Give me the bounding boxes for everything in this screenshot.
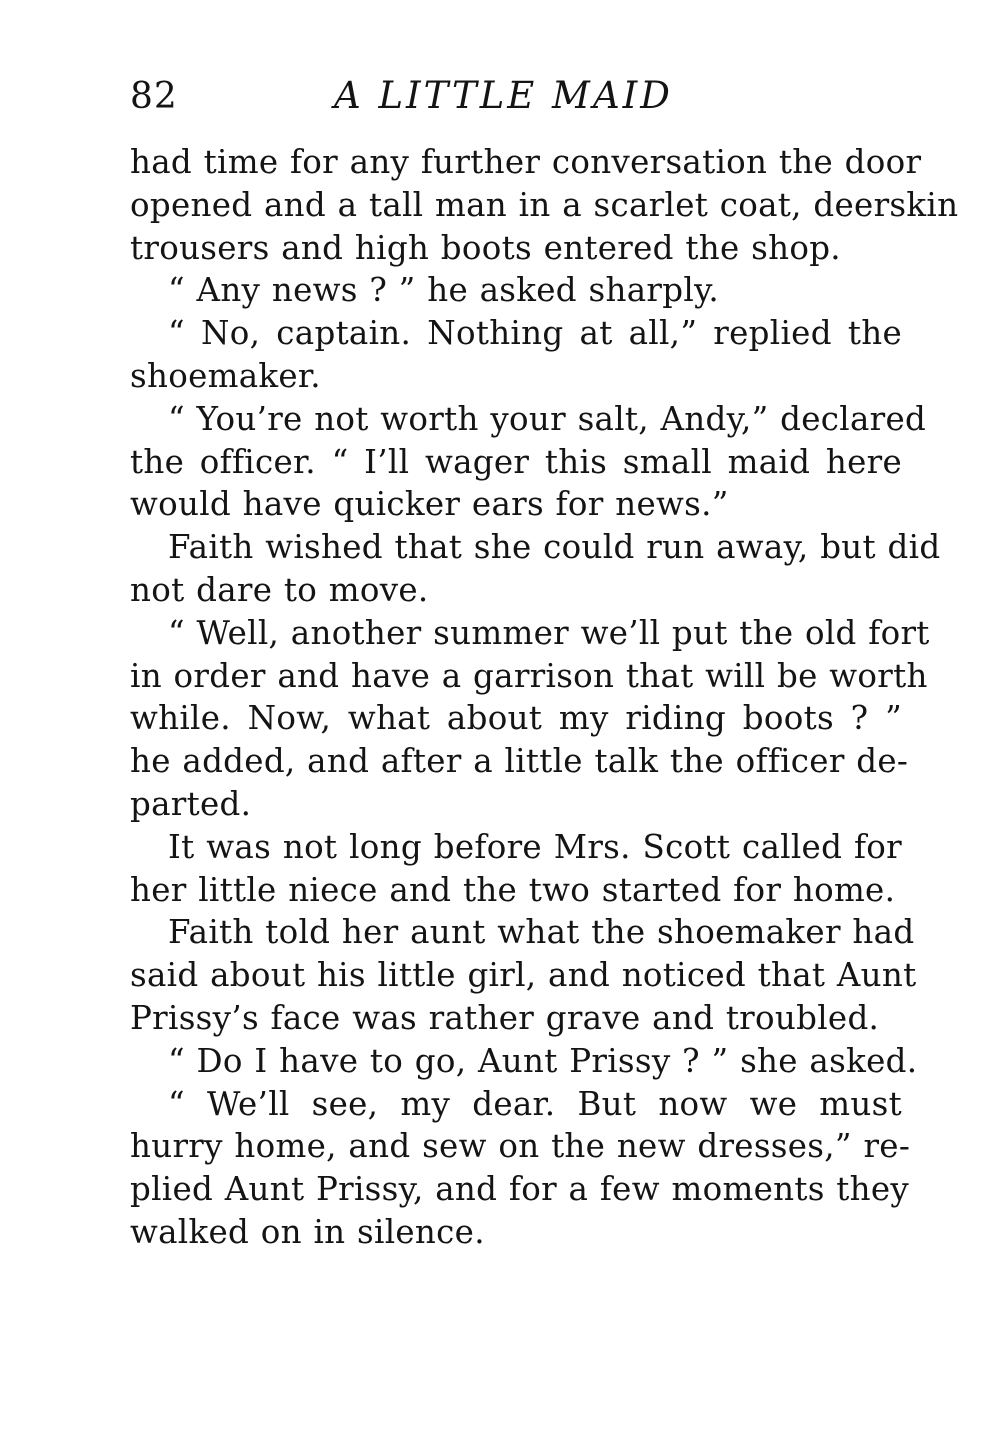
text-line: plied Aunt Prissy, and for a few moments they [130, 1170, 910, 1209]
text-line: her little niece and the two started for home. [130, 870, 896, 909]
text-line: would have quicker ears for news.” [130, 485, 729, 524]
paragraph [130, 398, 927, 526]
text-line: trousers and high boots entered the shop. [130, 228, 841, 267]
body-text [130, 141, 959, 1254]
paragraph [130, 1040, 918, 1083]
text-line: parted. [130, 784, 252, 823]
paragraph [130, 911, 917, 1039]
paragraph [130, 826, 902, 912]
text-line: “ Do I have to go, Aunt Prissy ? ” she asked. [168, 1041, 918, 1080]
text-line: he added, and after a little talk the officer de- [130, 742, 909, 781]
book-page [130, 70, 959, 1254]
text-line: in order and have a garrison that will be worth [130, 656, 928, 695]
text-line: not dare to move. [130, 570, 429, 609]
paragraph [130, 312, 902, 398]
text-line: “ Any news ? ” he asked sharply. [168, 271, 720, 310]
text-line: the officer. “ I’ll wager this small maid here [130, 442, 902, 481]
text-line: “ Well, another summer we’ll put the old fort [168, 613, 930, 652]
paragraph [130, 612, 930, 826]
text-line: shoemaker. [130, 356, 321, 395]
text-line: “ We’ll see, my dear. But now we must [168, 1084, 902, 1123]
text-line: hurry home, and sew on the new dresses,” re- [130, 1127, 911, 1166]
paragraph [130, 1083, 911, 1254]
paragraph [130, 526, 941, 612]
page-number: 82 [130, 76, 178, 117]
text-line: Faith told her aunt what the shoemaker had [168, 913, 915, 952]
text-line: said about his little girl, and noticed that Aunt [130, 956, 917, 995]
text-line: Prissy’s face was rather grave and troubled. [130, 998, 880, 1037]
text-line: while. Now, what about my riding boots ? ” [130, 699, 902, 738]
running-title: A LITTLE MAID [334, 74, 673, 117]
text-line: walked on in silence. [130, 1212, 485, 1251]
text-line: It was not long before Mrs. Scott called for [168, 827, 902, 866]
text-line: “ You’re not worth your salt, Andy,” declared [168, 399, 927, 438]
text-line: had time for any further conversation the door [130, 143, 922, 181]
text-line: Faith wished that she could run away, but did [168, 528, 941, 567]
paragraph [130, 269, 902, 312]
text-line: “ No, captain. Nothing at all,” replied the [168, 314, 902, 353]
text-line: opened and a tall man in a scarlet coat, deerskin [130, 185, 959, 224]
paragraph [130, 141, 959, 269]
page-header [130, 70, 902, 126]
